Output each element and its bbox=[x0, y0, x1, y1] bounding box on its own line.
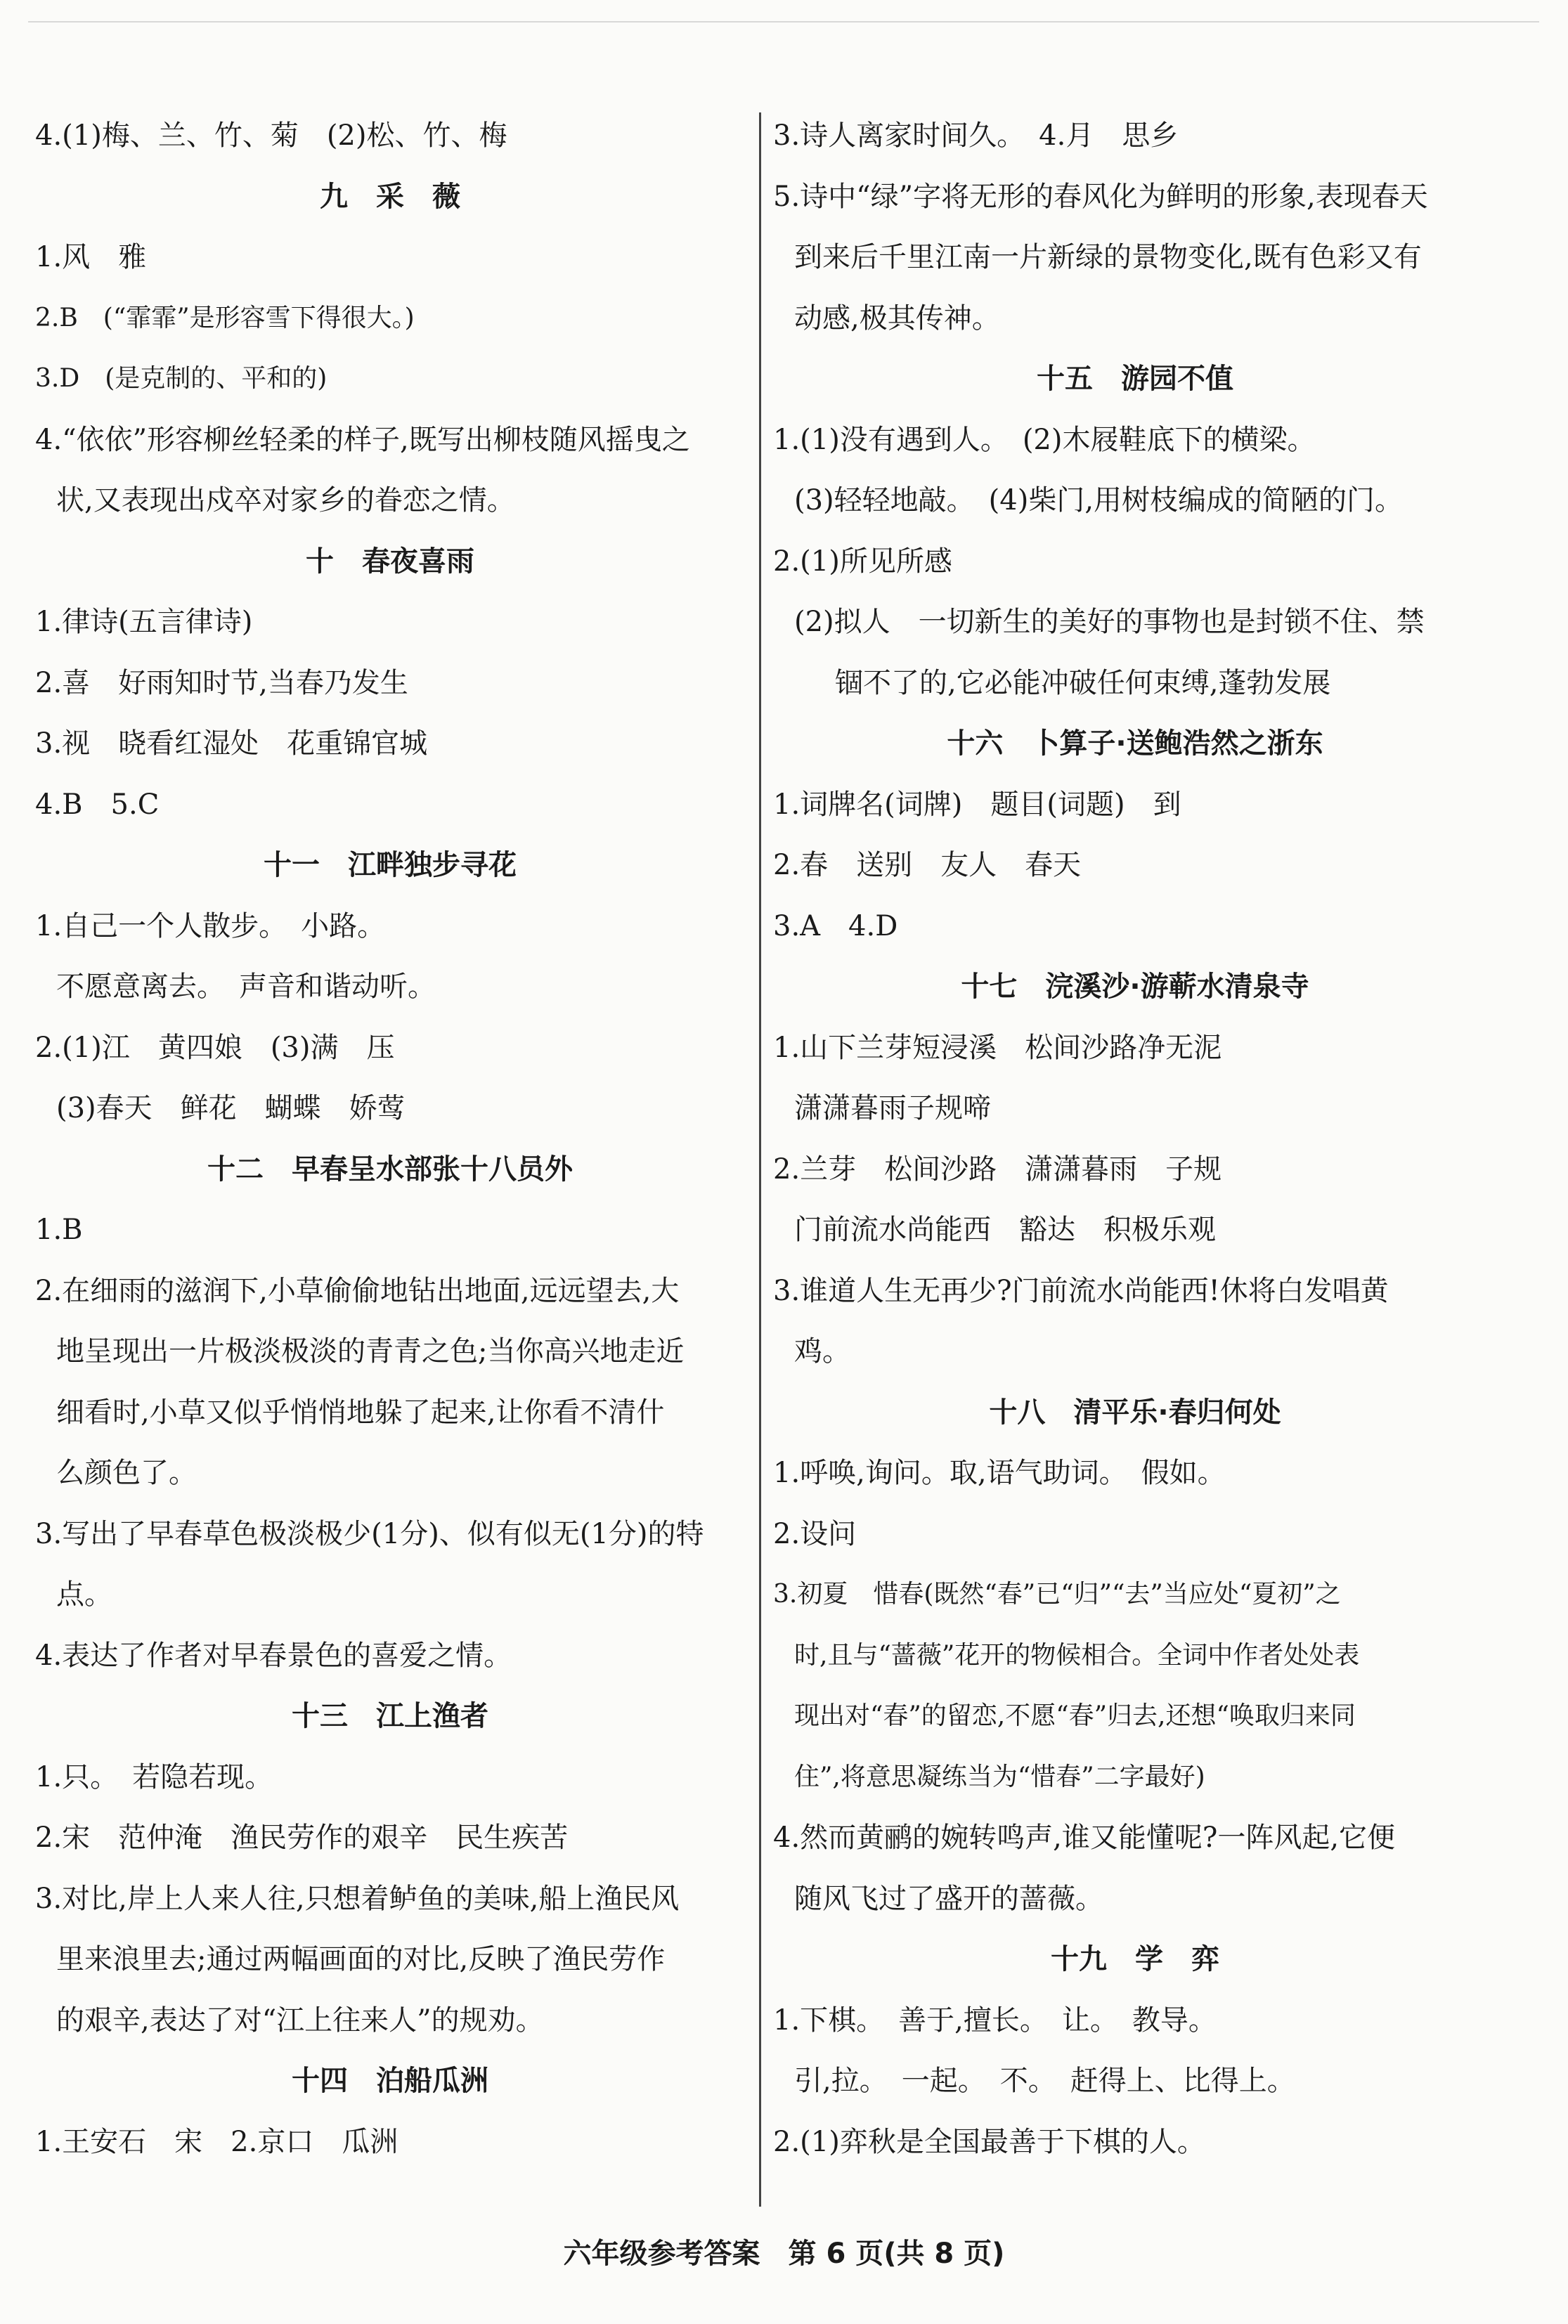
answer-line: 么颜色了。 bbox=[56, 1457, 197, 1489]
answer-line: 门前流水尚能西 豁达 积极乐观 bbox=[794, 1214, 1216, 1246]
answer-line: 1.风 雅 bbox=[35, 241, 147, 273]
answer-line: 4.表达了作者对早春景色的喜爱之情。 bbox=[35, 1639, 512, 1672]
left-column bbox=[35, 105, 745, 2172]
section-heading: 十九 学 弈 bbox=[1051, 1943, 1219, 1975]
answer-line: 现出对“春”的留恋,不愿“春”归去,还想“唤取归来同 bbox=[794, 1701, 1356, 1730]
answer-line: 4.B 5.C bbox=[35, 788, 160, 821]
answer-line: 1.山下兰芽短浸溪 松间沙路净无泥 bbox=[773, 1031, 1222, 1064]
section-heading: 十 春夜喜雨 bbox=[306, 545, 474, 578]
answer-line: 1.(1)没有遇到人。 (2)木屐鞋底下的横梁。 bbox=[773, 423, 1316, 456]
section-heading: 九 采 薇 bbox=[320, 180, 460, 213]
answer-line: 2.(1)弈秋是全国最善于下棋的人。 bbox=[773, 2125, 1205, 2158]
answer-line: 点。 bbox=[56, 1578, 112, 1611]
answer-line: 4.(1)梅、兰、竹、菊 (2)松、竹、梅 bbox=[35, 119, 507, 152]
answer-line: 3.写出了早春草色极淡极少(1分)、似有似无(1分)的特 bbox=[35, 1517, 704, 1550]
answer-line: 2.兰芽 松间沙路 潇潇暮雨 子规 bbox=[773, 1153, 1222, 1186]
answer-line: 5.诗中“绿”字将无形的春风化为鲜明的形象,表现春天 bbox=[773, 180, 1428, 213]
section-heading: 十一 江畔独步寻花 bbox=[264, 849, 517, 881]
answer-line: 鸡。 bbox=[794, 1335, 850, 1368]
answer-line: 细看时,小草又似乎悄悄地躲了起来,让你看不清什 bbox=[56, 1396, 665, 1429]
answer-line: 3.对比,岸上人来人往,只想着鲈鱼的美味,船上渔民风 bbox=[35, 1882, 680, 1915]
section-heading: 十七 浣溪沙·游蕲水清泉寺 bbox=[961, 971, 1309, 1003]
answer-line: 1.B bbox=[35, 1214, 83, 1246]
answer-line: 3.视 晓看红湿处 花重锦官城 bbox=[35, 727, 428, 760]
answer-line: 3.D (是克制的、平和的) bbox=[35, 364, 328, 393]
answer-line: 里来浪里去;通过两幅画面的对比,反映了渔民劳作 bbox=[56, 1943, 666, 1975]
answer-line: 的艰辛,表达了对“江上往来人”的规劝。 bbox=[56, 2004, 544, 2037]
answer-line: 3.谁道人生无再少?门前流水尚能西!休将白发唱黄 bbox=[773, 1274, 1389, 1307]
answer-line: 2.B (“霏霏”是形容雪下得很大。) bbox=[35, 303, 415, 332]
answer-line: (2)拟人 一切新生的美好的事物也是封锁不住、禁 bbox=[794, 606, 1425, 638]
answer-line: 3.初夏 惜春(既然“春”已“归”“去”当应处“夏初”之 bbox=[773, 1580, 1341, 1609]
right-column bbox=[773, 105, 1497, 2172]
answer-line: 4.然而黄鹂的婉转鸣声,谁又能懂呢?一阵风起,它便 bbox=[773, 1822, 1396, 1854]
section-heading: 十四 泊船瓜洲 bbox=[292, 2065, 488, 2097]
answer-line: 2.春 送别 友人 春天 bbox=[773, 849, 1082, 881]
answer-line: 2.(1)所见所感 bbox=[773, 545, 952, 578]
section-heading: 十八 清平乐·春归何处 bbox=[989, 1396, 1281, 1429]
answer-line: (3)轻轻地敲。 (4)柴门,用树枝编成的简陋的门。 bbox=[794, 484, 1404, 517]
answer-line: 1.只。 若隐若现。 bbox=[35, 1760, 273, 1793]
answer-line: 随风飞过了盛开的蔷薇。 bbox=[794, 1882, 1103, 1915]
top-border bbox=[28, 21, 1539, 22]
answer-line: 2.在细雨的滋润下,小草偷偷地钻出地面,远远望去,大 bbox=[35, 1274, 680, 1307]
section-heading: 十二 早春呈水部张十八员外 bbox=[207, 1153, 573, 1186]
answer-line: 动感,极其传神。 bbox=[794, 301, 1000, 335]
answer-line: 2.喜 好雨知时节,当春乃发生 bbox=[35, 666, 408, 699]
answer-line: 1.王安石 宋 2.京口 瓜洲 bbox=[35, 2125, 399, 2158]
answer-line: 3.A 4.D bbox=[773, 909, 898, 942]
section-heading: 十五 游园不值 bbox=[1037, 363, 1233, 395]
answer-line: 到来后千里江南一片新绿的景物变化,既有色彩又有 bbox=[794, 241, 1422, 273]
section-heading: 十六 卜算子·送鲍浩然之浙东 bbox=[947, 727, 1323, 760]
section-heading: 十三 江上渔者 bbox=[292, 1700, 488, 1732]
page-footer: 六年级参考答案 第 6 页(共 8 页) bbox=[563, 2238, 1005, 2270]
answer-line: 住”,将意思凝练当为“惜春”二字最好) bbox=[794, 1762, 1205, 1791]
answer-line: 1.律诗(五言律诗) bbox=[35, 606, 253, 638]
answer-line: 1.呼唤,询问。取,语气助词。 假如。 bbox=[773, 1457, 1226, 1489]
answer-line: 时,且与“蔷薇”花开的物候相合。全词中作者处处表 bbox=[794, 1640, 1360, 1670]
answer-line: 3.诗人离家时间久。 4.月 思乡 bbox=[773, 119, 1179, 152]
answer-line: 2.设问 bbox=[773, 1517, 857, 1550]
answer-line: 引,拉。 一起。 不。 赶得上、比得上。 bbox=[794, 2065, 1295, 2097]
answer-line: 潇潇暮雨子规啼 bbox=[794, 1092, 991, 1124]
answer-line: 锢不了的,它必能冲破任何束缚,蓬勃发展 bbox=[835, 666, 1331, 699]
answer-line: 4.“依依”形容柳丝轻柔的样子,既写出柳枝随风摇曳之 bbox=[35, 423, 690, 456]
answer-line: (3)春天 鲜花 蝴蝶 娇莺 bbox=[56, 1092, 406, 1124]
answer-line: 不愿意离去。 声音和谐动听。 bbox=[56, 971, 436, 1003]
answer-line: 1.词牌名(词牌) 题目(词题) 到 bbox=[773, 788, 1181, 821]
answer-line: 地呈现出一片极淡极淡的青青之色;当你高兴地走近 bbox=[56, 1335, 685, 1368]
column-divider bbox=[759, 112, 761, 2207]
answer-line: 状,又表现出戍卒对家乡的眷恋之情。 bbox=[56, 484, 515, 517]
answer-line: 1.自己一个人散步。 小路。 bbox=[35, 909, 386, 942]
answer-line: 1.下棋。 善于,擅长。 让。 教导。 bbox=[773, 2004, 1217, 2037]
answer-line: 2.(1)江 黄四娘 (3)满 压 bbox=[35, 1031, 395, 1064]
answer-line: 2.宋 范仲淹 渔民劳作的艰辛 民生疾苦 bbox=[35, 1822, 569, 1854]
